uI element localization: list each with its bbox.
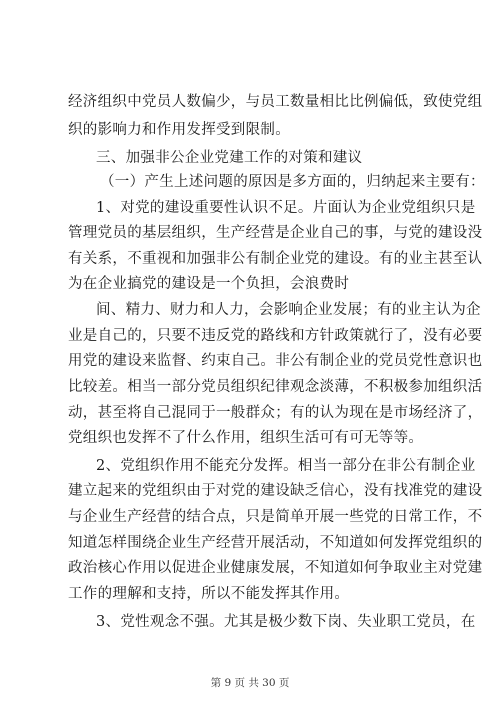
text-line: 与企业生产经营的结合点，只是简单开展一些党的日常工作，不 [68,509,483,525]
text-line: 业是自己的，只要不违反党的路线和方针政策就行了，没有必要 [68,328,483,344]
text-line: 织的影响力和作用发挥受到限制。 [68,122,290,138]
text-line: 党组织也发挥不了什么作用，组织生活可有可无等等。 [68,430,424,446]
text-line: 用党的建设来监督、约束自己。非公有制企业的党员党性意识也 [68,353,483,369]
subsection-heading: （一）产生上述问题的原因是多方面的，归纳起来主要有： [100,174,485,190]
text-line: 1、对党的建设重要性认识不足。片面认为企业党组织只是 [96,200,476,216]
text-line: 政治核心作用以促进企业健康发展，不知道如何争取业主对党建 [68,560,483,576]
text-line: 经济组织中党员人数偏少，与员工数量相比比例偏低，致使党组 [68,94,483,110]
text-line: 3、党性观念不强。尤其是极少数下岗、失业职工党员，在 [96,614,476,630]
text-line: 知道怎样围绕企业生产经营开展活动，不知道如何发挥党组织的 [68,535,483,551]
text-line: 2、党组织作用不能充分发挥。相当一部分在非公有制企业 [96,458,476,474]
page-number-footer: 第 9 页 共 30 页 [210,677,290,689]
text-line: 工作的理解和支持，所以不能发挥其作用。 [68,586,350,602]
text-line: 有关系，不重视和加强非公有制企业党的建设。有的业主甚至认 [68,251,483,267]
text-line: 动，甚至将自己混同于一般群众；有的认为现在是市场经济了， [68,405,483,421]
text-line: 建立起来的党组织由于对党的建设缺乏信心，没有找准党的建设 [68,483,483,499]
text-line: 管理党员的基层组织，生产经营是企业自己的事，与党的建设没 [68,225,483,241]
section-heading: 三、加强非公企业党建工作的对策和建议 [96,150,363,166]
text-line: 比较差。相当一部分党员组织纪律观念淡薄，不积极参加组织活 [68,379,483,395]
text-line: 为在企业搞党的建设是一个负担，会浪费时 [68,276,350,292]
text-line: 间、精力、财力和人力，会影响企业发展；有的业主认为企 [96,302,481,318]
